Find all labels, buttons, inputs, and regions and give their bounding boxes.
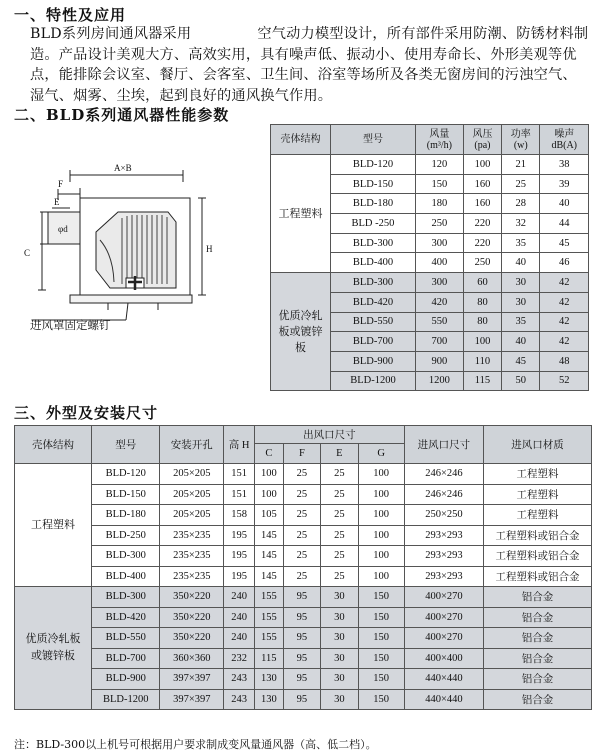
- dims-cell: 400×270: [404, 628, 483, 649]
- dims-cell: BLD-250: [92, 525, 160, 546]
- perf-cell: 44: [540, 214, 589, 234]
- perf-cell: 80: [463, 312, 501, 332]
- perf-cell: 110: [463, 351, 501, 371]
- perf-cell: 160: [463, 194, 501, 214]
- dims-cell: 工程塑料: [484, 484, 592, 505]
- dims-cell: 400×270: [404, 587, 483, 608]
- dims-header-model: 型号: [92, 426, 160, 464]
- dims-cell: 25: [283, 546, 320, 567]
- dims-header-f: F: [283, 444, 320, 464]
- dims-cell: 铝合金: [484, 628, 592, 649]
- dims-row: [15, 669, 592, 690]
- dims-cell: 150: [358, 689, 404, 710]
- dims-cell: 100: [358, 464, 404, 485]
- dims-header-e: E: [321, 444, 358, 464]
- perf-cell: BLD-1200: [331, 371, 416, 391]
- dims-cell: 350×220: [160, 628, 224, 649]
- dims-cell: 105: [255, 505, 284, 526]
- perf-cell: 50: [502, 371, 540, 391]
- dims-header-g: G: [358, 444, 404, 464]
- dims-header-h: 高 H: [224, 426, 255, 464]
- perf-cell: 45: [502, 351, 540, 371]
- perf-cell: 120: [415, 155, 463, 175]
- dims-cell: 145: [255, 546, 284, 567]
- perf-cell: 300: [415, 273, 463, 293]
- perf-cell: 180: [415, 194, 463, 214]
- dims-cell: 100: [358, 525, 404, 546]
- perf-cell: 30: [502, 292, 540, 312]
- perf-cell: BLD-300: [331, 233, 416, 253]
- perf-cell: 30: [502, 273, 540, 293]
- dims-cell: 158: [224, 505, 255, 526]
- dims-header-row-1: [15, 426, 592, 444]
- dims-cell: 铝合金: [484, 669, 592, 690]
- dims-cell: 195: [224, 525, 255, 546]
- dims-cell: 100: [358, 566, 404, 587]
- dims-cell: 243: [224, 689, 255, 710]
- dims-cell: 350×220: [160, 587, 224, 608]
- dims-cell: 155: [255, 587, 284, 608]
- dims-cell: 25: [283, 464, 320, 485]
- dims-cell: BLD-550: [92, 628, 160, 649]
- perf-cell: BLD-900: [331, 351, 416, 371]
- dims-cell: 95: [283, 607, 320, 628]
- dims-cell: 25: [321, 505, 358, 526]
- dims-row: [15, 607, 592, 628]
- perf-cell: 550: [415, 312, 463, 332]
- dims-cell: 30: [321, 587, 358, 608]
- perf-cell: 40: [540, 194, 589, 214]
- perf-shell-cell: 工程塑料: [271, 155, 331, 273]
- dims-cell: 工程塑料或铝合金: [484, 525, 592, 546]
- perf-cell: 115: [463, 371, 501, 391]
- ventilator-diagram: [18, 160, 258, 335]
- perf-cell: 32: [502, 214, 540, 234]
- diagram-callout: 进风罩固定螺钉: [30, 318, 111, 332]
- dims-cell: 100: [358, 546, 404, 567]
- dims-cell: 115: [255, 648, 284, 669]
- dims-row: [15, 628, 592, 649]
- perf-cell: BLD-180: [331, 194, 416, 214]
- label-phi: φd: [58, 224, 68, 234]
- perf-cell: BLD-400: [331, 253, 416, 273]
- dims-cell: 30: [321, 607, 358, 628]
- dims-cell: 铝合金: [484, 648, 592, 669]
- perf-cell: 35: [502, 312, 540, 332]
- dims-cell: 100: [358, 505, 404, 526]
- dims-cell: 工程塑料或铝合金: [484, 546, 592, 567]
- dims-cell: 25: [283, 566, 320, 587]
- dims-cell: 25: [321, 525, 358, 546]
- perf-cell: 42: [540, 332, 589, 352]
- perf-row: [271, 155, 589, 175]
- dims-cell: 151: [224, 484, 255, 505]
- perf-cell: 100: [463, 332, 501, 352]
- perf-cell: 1200: [415, 371, 463, 391]
- dims-cell: BLD-300: [92, 546, 160, 567]
- footnote: 注：BLD-300以上机号可根据用户要求制成变风量通风器（高、低二档）。: [14, 738, 377, 751]
- section1-paragraph: [30, 24, 590, 106]
- dims-cell: 235×235: [160, 525, 224, 546]
- perf-cell: 900: [415, 351, 463, 371]
- dims-cell: 25: [321, 484, 358, 505]
- perf-cell: 35: [502, 233, 540, 253]
- dims-cell: 工程塑料: [484, 505, 592, 526]
- dims-cell: BLD-150: [92, 484, 160, 505]
- dims-cell: BLD-180: [92, 505, 160, 526]
- perf-header-row: [271, 125, 589, 155]
- dims-cell: 150: [358, 669, 404, 690]
- perf-cell: 46: [540, 253, 589, 273]
- perf-cell: 220: [463, 214, 501, 234]
- dims-cell: 25: [283, 525, 320, 546]
- dims-cell: 95: [283, 587, 320, 608]
- perf-cell: 40: [502, 253, 540, 273]
- dims-row: [15, 546, 592, 567]
- dims-cell: 293×293: [404, 546, 483, 567]
- dimensions-table: [14, 425, 592, 710]
- perf-cell: 60: [463, 273, 501, 293]
- perf-cell: 420: [415, 292, 463, 312]
- section1-text-a: BLD系列房间通风器采用: [30, 26, 192, 42]
- dims-cell: 95: [283, 648, 320, 669]
- dims-cell: 30: [321, 648, 358, 669]
- dims-cell: 293×293: [404, 566, 483, 587]
- dims-cell: BLD-400: [92, 566, 160, 587]
- dims-row: [15, 689, 592, 710]
- dims-cell: 205×205: [160, 505, 224, 526]
- dims-cell: 100: [358, 484, 404, 505]
- dims-cell: BLD-300: [92, 587, 160, 608]
- label-e: E: [54, 197, 60, 207]
- perf-cell: 400: [415, 253, 463, 273]
- dims-cell: BLD-120: [92, 464, 160, 485]
- dims-cell: 360×360: [160, 648, 224, 669]
- dims-cell: 250×250: [404, 505, 483, 526]
- dims-cell: 100: [255, 464, 284, 485]
- dims-row: [15, 464, 592, 485]
- dims-header-shell: 壳体结构: [15, 426, 92, 464]
- dims-cell: 151: [224, 464, 255, 485]
- section1-text-b: 空气动力模型设计，所有部件采用防潮、防锈材料制造。产品设计美观大方、高效实用，具有噪声低、振动小、使用寿命长、外形美观等优点，能排除会议室、餐厅、会客室、卫生间、浴室等场所及各类无窗房间的污浊空气、湿气、烟雾、尘埃，起到良好的通风换气作用。: [30, 26, 589, 104]
- dims-cell: 246×246: [404, 464, 483, 485]
- perf-header-1: 型号: [331, 125, 416, 155]
- perf-header-5: 噪声 dB(A): [540, 125, 589, 155]
- section2-title: 二、BLD系列通风器性能参数: [14, 106, 230, 124]
- perf-cell: BLD -250: [331, 214, 416, 234]
- dims-cell: 235×235: [160, 546, 224, 567]
- label-f: F: [58, 179, 64, 189]
- perf-cell: BLD-300: [331, 273, 416, 293]
- dims-cell: 400×270: [404, 607, 483, 628]
- dims-cell: BLD-1200: [92, 689, 160, 710]
- dims-cell: 130: [255, 689, 284, 710]
- perf-cell: BLD-700: [331, 332, 416, 352]
- dims-cell: 工程塑料: [484, 464, 592, 485]
- perf-cell: 42: [540, 312, 589, 332]
- dims-cell: 235×235: [160, 566, 224, 587]
- dims-cell: 150: [358, 628, 404, 649]
- dims-cell: 205×205: [160, 484, 224, 505]
- dims-cell: 150: [358, 587, 404, 608]
- dims-cell: 240: [224, 628, 255, 649]
- dims-cell: 205×205: [160, 464, 224, 485]
- dims-cell: 铝合金: [484, 607, 592, 628]
- dims-cell: 400×400: [404, 648, 483, 669]
- dims-row: [15, 484, 592, 505]
- dims-cell: 155: [255, 628, 284, 649]
- dims-cell: 232: [224, 648, 255, 669]
- label-c: C: [24, 248, 31, 258]
- dims-shell-cell: 工程塑料: [15, 464, 92, 587]
- dims-cell: 25: [283, 484, 320, 505]
- dims-header-hole: 安装开孔: [160, 426, 224, 464]
- dims-cell: 130: [255, 669, 284, 690]
- dims-cell: 155: [255, 607, 284, 628]
- dims-cell: 440×440: [404, 669, 483, 690]
- dims-cell: 350×220: [160, 607, 224, 628]
- perf-header-0: 壳体结构: [271, 125, 331, 155]
- section3-title: 三、外型及安装尺寸: [14, 404, 159, 422]
- perf-cell: 42: [540, 273, 589, 293]
- dims-cell: 30: [321, 628, 358, 649]
- dims-row: [15, 587, 592, 608]
- dims-cell: 243: [224, 669, 255, 690]
- dims-cell: 246×246: [404, 484, 483, 505]
- dims-cell: 195: [224, 566, 255, 587]
- perf-cell: 45: [540, 233, 589, 253]
- dims-cell: 95: [283, 689, 320, 710]
- dims-cell: 25: [283, 505, 320, 526]
- perf-cell: 250: [463, 253, 501, 273]
- dims-cell: 397×397: [160, 689, 224, 710]
- section1-title: 一、特性及应用: [14, 6, 127, 24]
- perf-cell: 250: [415, 214, 463, 234]
- dims-cell: 240: [224, 607, 255, 628]
- perf-cell: 39: [540, 174, 589, 194]
- dims-cell: 440×440: [404, 689, 483, 710]
- dims-cell: 铝合金: [484, 587, 592, 608]
- perf-header-4: 功率 (w): [502, 125, 540, 155]
- perf-cell: 100: [463, 155, 501, 175]
- dims-header-inlet: 进风口尺寸: [404, 426, 483, 464]
- perf-cell: 25: [502, 174, 540, 194]
- perf-cell: 300: [415, 233, 463, 253]
- dims-cell: 25: [321, 464, 358, 485]
- dims-shell-cell: 优质冷轧板 或镀锌板: [15, 587, 92, 710]
- perf-row: [271, 273, 589, 293]
- perf-header-2: 风量 (m³/h): [415, 125, 463, 155]
- dims-cell: 铝合金: [484, 689, 592, 710]
- dims-cell: 150: [358, 607, 404, 628]
- dims-cell: BLD-700: [92, 648, 160, 669]
- dims-cell: 25: [321, 546, 358, 567]
- perf-cell: 700: [415, 332, 463, 352]
- perf-cell: 48: [540, 351, 589, 371]
- dims-header-outlet: 出风口尺寸: [255, 426, 405, 444]
- perf-cell: 150: [415, 174, 463, 194]
- perf-header-3: 风压 (pa): [463, 125, 501, 155]
- perf-cell: 40: [502, 332, 540, 352]
- perf-cell: 160: [463, 174, 501, 194]
- perf-shell-cell: 优质冷轧 板或镀锌 板: [271, 273, 331, 391]
- dims-cell: 195: [224, 546, 255, 567]
- dims-cell: BLD-900: [92, 669, 160, 690]
- label-ab: A×B: [114, 163, 132, 173]
- perf-cell: BLD-420: [331, 292, 416, 312]
- dims-cell: 293×293: [404, 525, 483, 546]
- dims-cell: 30: [321, 669, 358, 690]
- dims-header-c: C: [255, 444, 284, 464]
- dims-cell: 25: [321, 566, 358, 587]
- dims-cell: 397×397: [160, 669, 224, 690]
- perf-cell: 220: [463, 233, 501, 253]
- dims-header-material: 进风口材质: [484, 426, 592, 464]
- dims-row: [15, 525, 592, 546]
- dims-cell: 145: [255, 566, 284, 587]
- perf-cell: 52: [540, 371, 589, 391]
- dims-cell: 95: [283, 628, 320, 649]
- dims-row: [15, 648, 592, 669]
- dims-cell: 100: [255, 484, 284, 505]
- dims-cell: BLD-420: [92, 607, 160, 628]
- dims-row: [15, 505, 592, 526]
- perf-cell: 80: [463, 292, 501, 312]
- performance-table: [270, 124, 589, 391]
- dims-cell: 150: [358, 648, 404, 669]
- perf-cell: BLD-150: [331, 174, 416, 194]
- dims-cell: 145: [255, 525, 284, 546]
- perf-cell: 28: [502, 194, 540, 214]
- perf-cell: BLD-550: [331, 312, 416, 332]
- dims-cell: 95: [283, 669, 320, 690]
- perf-cell: 21: [502, 155, 540, 175]
- dims-row: [15, 566, 592, 587]
- label-h: H: [206, 244, 213, 254]
- perf-cell: 38: [540, 155, 589, 175]
- perf-cell: BLD-120: [331, 155, 416, 175]
- dims-cell: 30: [321, 689, 358, 710]
- dims-cell: 240: [224, 587, 255, 608]
- dims-cell: 工程塑料或铝合金: [484, 566, 592, 587]
- perf-cell: 42: [540, 292, 589, 312]
